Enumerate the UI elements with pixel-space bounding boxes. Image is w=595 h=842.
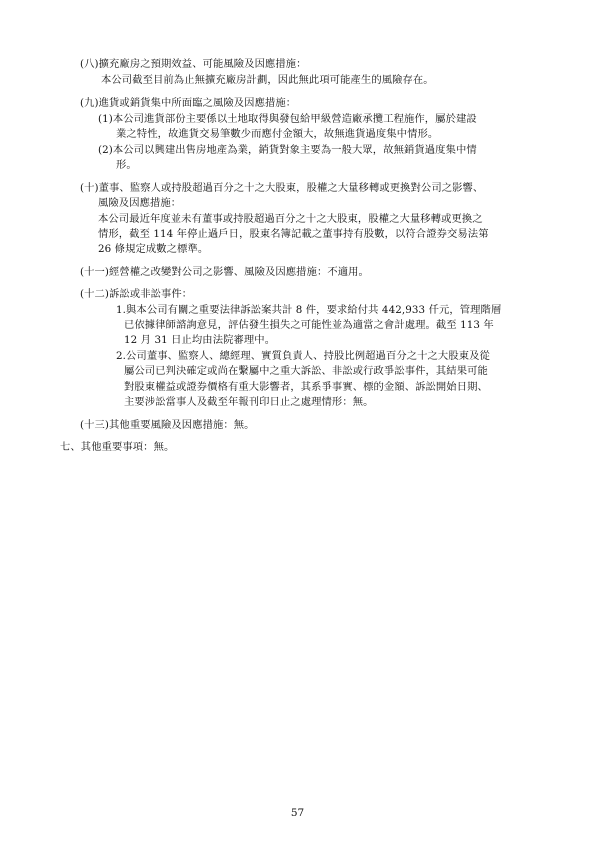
section-9-item-2-line-1: (2)本公司以興建出售房地產為業，銷貨對象主要為一般大眾，故無銷貨過度集中情 (98, 144, 477, 156)
section-10-body-line-1: 本公司最近年度並未有董事或持股超過百分之十之大股東，股權之大量移轉或更換之 (98, 213, 483, 225)
section-12-item-1-line-3: 12 月 31 日止均由法院審理中。 (124, 334, 276, 346)
section-12-item-2-line-1: 2.公司董事、監察人、總經理、實質負責人、持股比例超過百分之十之大股東及從 (116, 350, 490, 362)
section-9-heading: (九)進貨或銷貨集中所面臨之風險及因應措施： (80, 97, 297, 109)
section-12-item-2-line-3: 對股東權益或證券價格有重大影響者，其系爭事實、標的金額、訴訟開始日期、 (124, 381, 488, 393)
section-11-heading: (十一)經營權之改變對公司之影響、風險及因應措施：不適用。 (80, 266, 369, 278)
section-10-body-line-3: 26 條規定成數之標準。 (98, 243, 209, 255)
section-10-heading-line-2: 風險及因應措施： (98, 197, 182, 209)
section-12-item-1-line-1: 1.與本公司有關之重要法律訴訟案共計 8 件，要求給付共 442,933 仟元，管理階層 (116, 304, 502, 316)
section-13-heading: (十三)其他重要風險及因應措施：無。 (80, 419, 255, 431)
page-number: 57 (290, 807, 305, 819)
section-7-heading: 七、其他重要事項：無。 (60, 441, 175, 453)
section-12-item-1-line-2: 已依據律師諮詢意見，評估發生損失之可能性並為適當之會計處理。截至 113 年 (124, 319, 494, 331)
section-8-body: 本公司截至目前為止無擴充廠房計劃，因此無此項可能產生的風險存在。 (101, 74, 434, 86)
section-9-item-1-line-1: (1)本公司進貨部份主要係以土地取得與發包給甲級營造廠承攬工程施作，屬於建設 (98, 113, 477, 125)
section-12-item-2-line-4: 主要涉訟當事人及截至年報刊印日止之處理情形：無。 (124, 396, 374, 408)
section-9-item-2-line-2: 形。 (116, 159, 137, 171)
section-9-item-1-line-2: 業之特性，故進貨交易筆數少而應付金額大，故無進貨過度集中情形。 (116, 128, 439, 140)
section-12-heading: (十二)訴訟或非訟事件： (80, 288, 193, 300)
section-8-heading: (八)擴充廠房之預期效益、可能風險及因應措施： (80, 58, 307, 70)
section-12-item-2-line-2: 屬公司已判決確定或尚在繫屬中之重大訴訟、非訟或行政爭訟事件，其結果可能 (124, 365, 488, 377)
section-10-heading-line-1: (十)董事、監察人或持股超過百分之十之大股東，股權之大量移轉或更換對公司之影響、 (80, 182, 484, 194)
section-10-body-line-2: 情形，截至 114 年停止過戶日，股東名簿記載之董事持有股數，以符合證券交易法第 (98, 228, 489, 240)
